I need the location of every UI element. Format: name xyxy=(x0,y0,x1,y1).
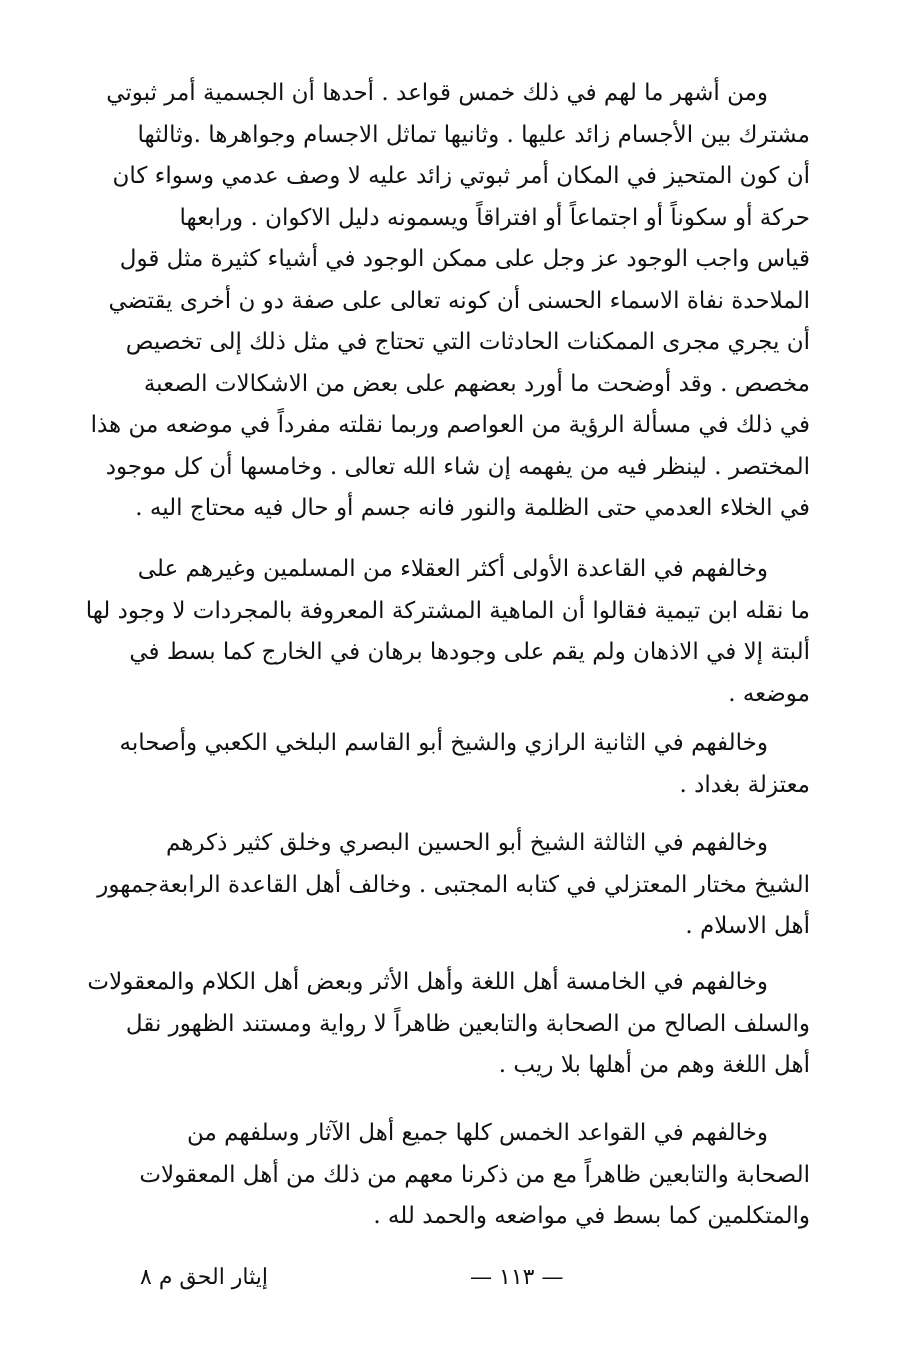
text-line: أن كون المتحيز في المكان أمر ثبوتي زائد عليه لا وصف عدمي وسواء كان xyxy=(112,163,810,189)
text-line: وخالفهم في الثانية الرازي والشيخ أبو القاسم البلخي الكعبي وأصحابه xyxy=(119,730,768,756)
running-title: إيثار الحق م ٨ xyxy=(140,1265,268,1290)
text-line: والسلف الصالح من الصحابة والتابعين ظاهراً لا رواية ومستند الظهور نقل xyxy=(125,1010,810,1037)
paragraph-3 xyxy=(119,723,810,806)
text-line: وخالفهم في الخامسة أهل اللغة وأهل الأثر وبعض أهل الكلام والمعقولات xyxy=(87,969,768,995)
paragraph-1 xyxy=(90,73,810,530)
paragraph-2 xyxy=(85,549,810,715)
text-line: الصحابة والتابعين ظاهراً مع من ذكرنا معهم من ذلك من أهل المعقولات xyxy=(139,1161,810,1188)
text-line: ما نقله ابن تيمية فقالوا أن الماهية المشتركة المعروفة بالمجردات لا وجود لها xyxy=(85,597,810,624)
text-line: وخالفهم في الثالثة الشيخ أبو الحسين البصري وخلق كثير ذكرهم xyxy=(166,830,768,856)
text-line: قياس واجب الوجود عز وجل على ممكن الوجود في أشياء كثيرة مثل قول xyxy=(119,246,810,272)
text-line: المختصر . لينظر فيه من يفهمه إن شاء الله تعالى . وخامسها أن كل موجود xyxy=(105,453,810,480)
text-line: في الخلاء العدمي حتى الظلمة والنور فانه جسم أو حال فيه محتاج اليه . xyxy=(135,495,810,521)
text-line: الملاحدة نفاة الاسماء الحسنى أن كونه تعالى على صفة دو ن أخرى يقتضي xyxy=(108,287,810,314)
text-line: ومن أشهر ما لهم في ذلك خمس قواعد . أحدها أن الجسمية أمر ثبوتي xyxy=(106,80,768,106)
text-line: مشترك بين الأجسام زائد عليها . وثانيها تماثل الاجسام وجواهرها .وثالثها xyxy=(137,121,810,148)
text-line: والمتكلمين كما بسط في مواضعه والحمد لله . xyxy=(373,1203,810,1229)
paragraph-6 xyxy=(139,1113,810,1238)
page-number: — ١١٣ — xyxy=(470,1265,564,1290)
paragraph-5 xyxy=(87,962,810,1087)
text-line: في ذلك في مسألة الرؤية من العواصم وربما نقلته مفرداً في موضعه من هذا xyxy=(90,412,810,438)
text-line: وخالفهم في القاعدة الأولى أكثر العقلاء من المسلمين وغيرهم على xyxy=(137,556,768,582)
text-line: مخصص . وقد أوضحت ما أورد بعضهم على بعض من الاشكالات الصعبة xyxy=(143,370,810,397)
page-footer xyxy=(140,1258,820,1298)
text-line: أن يجري مجرى الممكنات الحادثات التي تحتاج في مثل ذلك إلى تخصيص xyxy=(125,329,810,355)
text-line: الشيخ مختار المعتزلي في كتابه المجتبى . وخالف أهل القاعدة الرابعةجمهور xyxy=(97,871,810,898)
text-line: أهل الاسلام . xyxy=(685,913,810,939)
text-line: أهل اللغة وهم من أهلها بلا ريب . xyxy=(498,1052,810,1078)
text-line: وخالفهم في القواعد الخمس كلها جميع أهل الآثار وسلفهم من xyxy=(186,1120,768,1146)
text-line: حركة أو سكوناً أو اجتماعاً أو افتراقاً ويسمونه دليل الاكوان . ورابعها xyxy=(179,204,810,231)
text-line: ألبتة إلا في الاذهان ولم يقم على وجودها برهان في الخارج كما بسط في xyxy=(129,639,810,665)
text-line: معتزلة بغداد . xyxy=(679,771,810,798)
paragraph-4 xyxy=(97,823,810,948)
text-line: موضعه . xyxy=(728,680,810,707)
